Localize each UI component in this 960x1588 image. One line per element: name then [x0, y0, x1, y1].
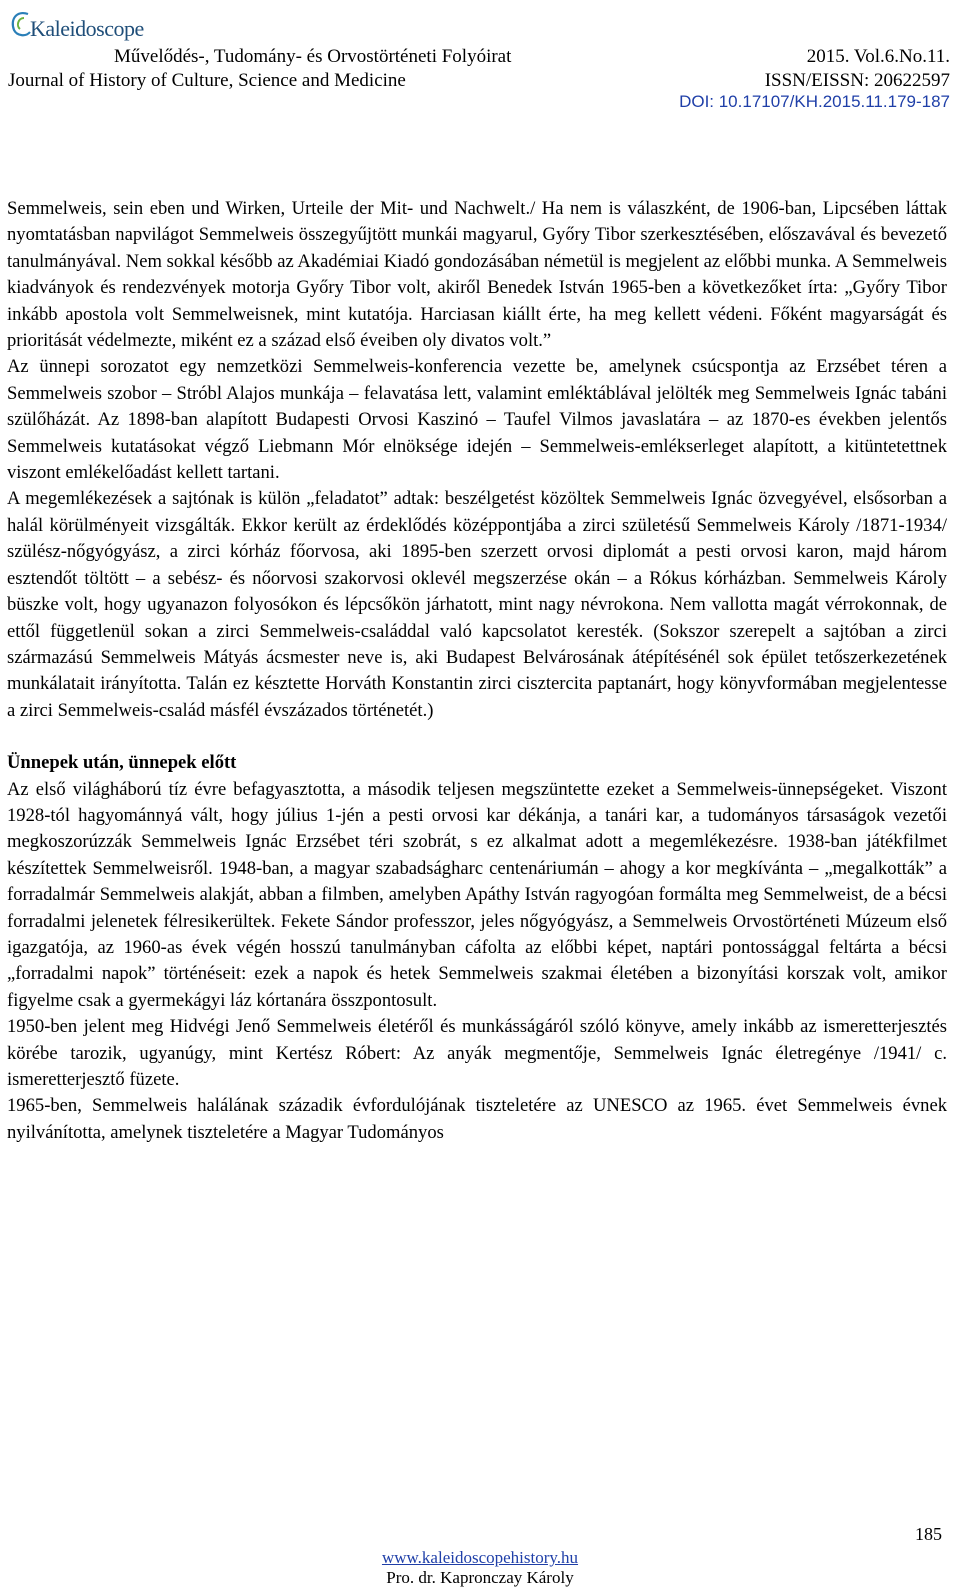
logo-text: Kaleidoscope — [30, 16, 144, 41]
paragraph: Semmelweis, sein eben und Wirken, Urteile der Mit- und Nachwelt./ Ha nem is válaszként, de 1906-ban, Lipcsében láttak nyomtatásban napvilágot Semmelweis összegyűjtött munkái magyarul, Győry Tibor szerkesztésében, előszavával és bevezető tanulmányával. Nem sokkal később az Akadémiai Kiadó gondozásában németül is megjelent az előbbi munka. A Semmelweis kiadványok és rendezvények motorja Győry Tibor volt, akiről Benedek István 1965-ben a következőket írta: „Győry Tibor inkább apostola volt Semmelweisnek, mint kutatója. Harciasan kiállt érte, ha meg kellett védeni. Főként magyarságát és prioritását védelmezte, miként ez a század első éveiben oly divatos volt.” — [7, 198, 947, 352]
journal-title-hu: Művelődés-, Tudomány- és Orvostörténeti Folyóirat — [114, 46, 512, 67]
page-number: 185 — [915, 1524, 942, 1544]
journal-logo — [6, 4, 144, 48]
website-link[interactable]: www.kaleidoscopehistory.hu — [381, 1548, 579, 1567]
journal-title-en: Journal of History of Culture, Science and Medicine — [8, 70, 406, 91]
section-heading: Ünnepek után, ünnepek előtt — [7, 752, 237, 774]
doi-link[interactable]: DOI: 10.17107/KH.2015.11.179-187 — [679, 92, 950, 111]
paragraph: A megemlékezések a sajtónak is külön „feladatot” adtak: beszélgetést közöltek Semmelweis Ignác özvegyével, elsősorban a halál körülményeit vizsgálták. Ekkor került az érdeklődés középpontjába a zirci születésű Semmelweis Károly /1871-1934/ szülész-nőgyógyász, a zirci kórház főorvosa, aki 1895-ben szerzett orvosi diplomát a pesti orvosi karon, majd három esztendőt töltött – a sebész- és nőorvosi szakorvosi oklevél megszerzése okán – a Rókus kórházban. Semmelweis Károly büszke volt, hogy ugyanazon folyosókon és lépcsőkön járhatott, mint nagy névrokona. Nem vallotta magát vérrokonnak, de ettől függetlenül sokan a zirci Semmelweis-családdal való kapcsolatot keresték. (Sokszor szerepelt a sajtóban a zirci származású Semmelweis Mátyás ácsmester neve is, aki Budapest Belvárosának átépítésénél sok épület tetőszerkezetének munkálatait irányította. Talán ez késztette Horváth Konstantin zirci cisztercita paptanárt, hogy könyvformában megjelentesse a zirci Semmelweis-család másfél évszázados történetét.) — [7, 488, 947, 721]
journal-header — [0, 0, 960, 120]
paragraph: Az ünnepi sorozatot egy nemzetközi Semmelweis-konferencia vezette be, amelynek csúcspontja az Erzsébet téren a Semmelweis szobor – Stróbl Alajos munkája – felavatása lett, valamint emléktáblával jelölték meg Semmelweis Ignác tabáni szülőházát. Az 1898-ban alapított Budapesti Orvosi Kaszinó – Taufel Vilmos javaslatára – az 1870-es években jelentős Semmelweis kutatásokat végző Liebmann Mór elnöksége idején – Semmelweis-emlékserleget alapított, a kitüntetettnek viszont emlékelőadást kellett tartani. — [7, 356, 947, 484]
article-body — [7, 196, 947, 1146]
volume-info: 2015. Vol.6.No.11. — [806, 46, 950, 67]
paragraph: 1965-ben, Semmelweis halálának századik évfordulójának tiszteletére az UNESCO az 1965. évet Semmelweis évnek nyilvánította, amelynek tiszteletére a Magyar Tudományos — [7, 1095, 947, 1143]
paragraph: 1950-ben jelent meg Hidvégi Jenő Semmelweis életéről és munkásságáról szóló könyve, amely inkább az ismeretterjesztés körébe tarozik, ugyanúgy, mint Kertész Róbert: Az anyák megmentője, Semmelweis Ignác életregénye /1941/ c. ismeretterjesztő füzete. — [7, 1016, 947, 1090]
author-footer: Pro. dr. Kapronczay Károly — [386, 1568, 574, 1587]
issn-info: ISSN/EISSN: 20622597 — [764, 70, 950, 91]
paragraph: Az első világháború tíz évre befagyasztotta, a második teljesen megszüntette ezeket a Semmelweis-ünnepségeket. Viszont 1928-tól hagyománnyá vált, hogy július 1-jén a pesti orvosi kar dékánja, a tanári kar, a tudományos társaságok vezetői megkoszorúzzák Semmelweis Ignác Erzsébet téri szobrát, s ez alkalmat adott a megemlékezésre. 1938-ban játékfilmet készítettek Semmelweisről. 1948-ban, a magyar szabadságharc centenáriumán – ahogy a kor megkívánta – „megalkották” a forradalmár Semmelweis alakját, abban a filmben, amelyben Apáthy István ragyogóan formálta meg Semmelweist, de a bécsi forradalmi jelenetek félresikerültek. Fekete Sándor professzor, jeles nőgyógyász, a Semmelweis Orvostörténeti Múzeum első igazgatója, az 1960-as évek végén hosszú tanulmányban cáfolta az előbbi képet, naptári pontossággal feltárta a bécsi „forradalmi napok” történéseit: ezek a napok és hetek Semmelweis szakmai életében a bizonyítási korszak volt, amikor figyelme csak a gyermekágyi láz kórtanára összpontosult. — [7, 778, 947, 1011]
